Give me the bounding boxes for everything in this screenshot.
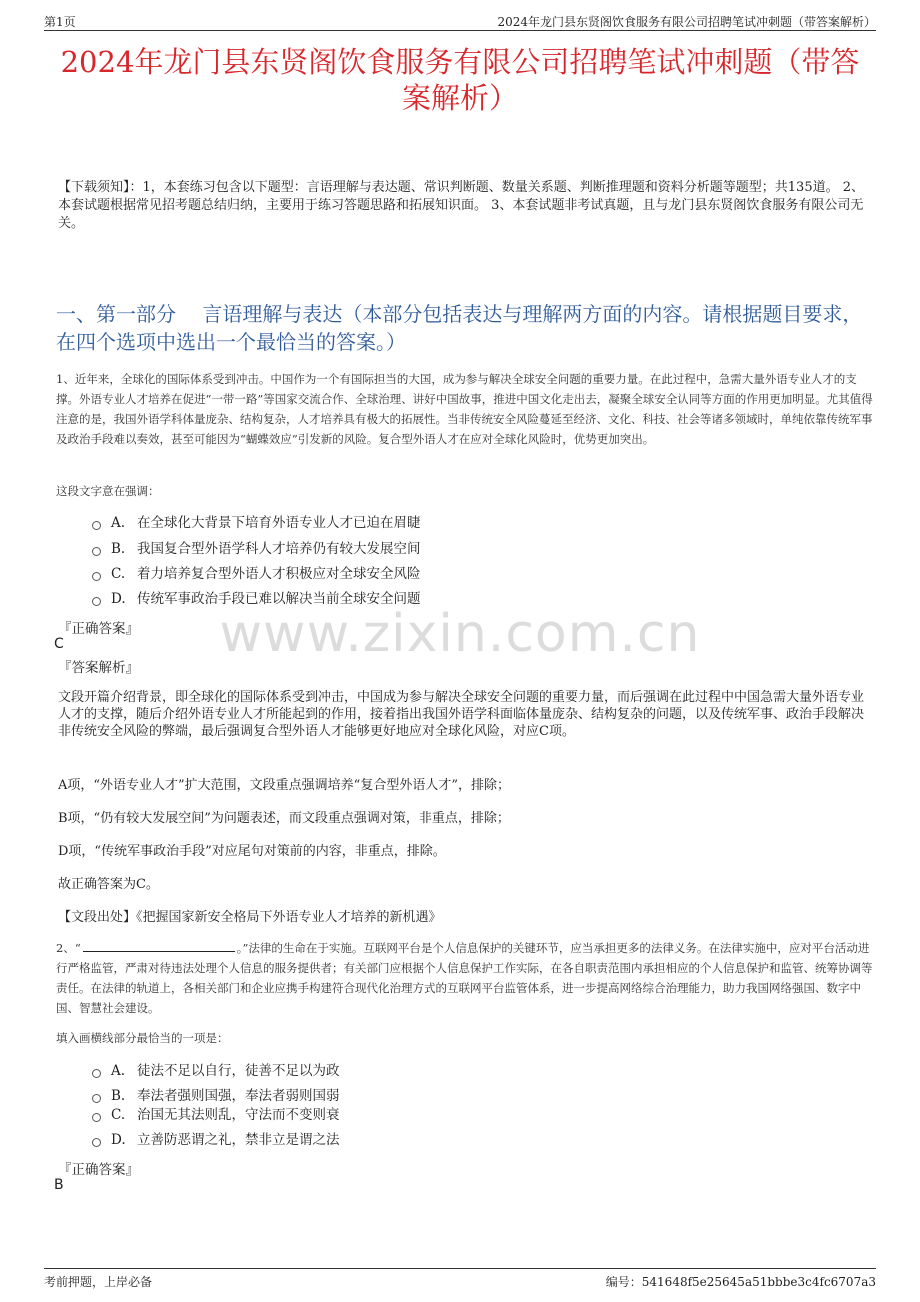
- section-heading: 一、第一部分 言语理解与表达（本部分包括表达与理解两方面的内容。请根据题目要求，在四个选项中选出一个最恰当的答案。）: [56, 302, 863, 354]
- q1-source: 【文段出处】《把握国家新安全格局下外语专业人才培养的新机遇》: [58, 910, 442, 925]
- radio-icon[interactable]: [92, 547, 101, 556]
- radio-icon[interactable]: [92, 572, 101, 581]
- fill-blank: [83, 941, 235, 952]
- q1-option-a[interactable]: A. 在全球化大背景下培育外语专业人才已迫在眉睫: [92, 513, 421, 533]
- footer-slogan: 考前押题，上岸必备: [44, 1275, 153, 1289]
- q1-analysis-a: A项，“外语专业人才”扩大范围，文段重点强调培养“复合型外语人才”，排除；: [58, 778, 510, 793]
- page-header: [44, 10, 876, 31]
- q2-answer: B: [54, 1177, 64, 1193]
- q1-answer-label: 『正确答案』: [58, 621, 139, 637]
- radio-icon[interactable]: [92, 1094, 101, 1103]
- q1-option-c[interactable]: C. 着力培养复合型外语人才积极应对全球安全风险: [92, 564, 421, 584]
- watermark: www.zixin.com.cn: [219, 604, 701, 664]
- radio-icon[interactable]: [92, 521, 101, 530]
- q1-option-d[interactable]: D. 传统军事政治手段已难以解决当前全球安全问题: [92, 589, 421, 609]
- question-1-text: 1、近年来，全球化的国际体系受到冲击。中国作为一个有国际担当的大国，成为参与解决全球安全问题的重要力量。在此过程中，急需大量外语专业人才的支撑。外语专业人才培养在促进“一带一路”等国家交流合作、全球治理、讲好中国故事，推进中国文化走出去，凝聚全球安全认同等方面的作用更加明显。尤其值得注意的是，我国外语学科体量庞杂、结构复杂，人才培养具有极大的拓展性。当非传统安全风险蔓延至经济、文化、科技、社会等诸多领域时，单纯依靠传统军事及政治手段难以奏效，甚至可能因为“蝴蝶效应”引发新的风险。复合型外语人才在应对全球化风险时，优势更加突出。: [56, 372, 873, 446]
- page-number: 第1页: [44, 15, 76, 29]
- radio-icon[interactable]: [92, 1113, 101, 1122]
- q2-answer-label: 『正确答案』: [58, 1162, 139, 1178]
- document-title: [40, 44, 880, 116]
- q2-option-d[interactable]: D. 立善防恶谓之礼，禁非立是谓之法: [92, 1130, 340, 1150]
- page-footer: [44, 1268, 876, 1289]
- footer-doc-id: 编号：541648f5e25645a51bbbe3c4fc6707a3: [605, 1275, 876, 1289]
- q1-analysis: 文段开篇介绍背景，即全球化的国际体系受到冲击，中国成为参与解决全球安全问题的重要力量，而后强调在此过程中中国急需大量外语专业人才的支撑，随后介绍外语专业人才所能起到的作用，接着指出我国外语学科面临体量庞杂、结构复杂的问题，以及传统军事、政治手段解决非传统安全风险的弊端，最后强调复合型外语人才能够更好地应对全球化风险，对应C项。: [58, 690, 865, 739]
- q1-analysis-d: D项，“传统军事政治手段”对应尾句对策前的内容，非重点，排除。: [58, 844, 446, 859]
- title-line-2: 案解析）: [401, 81, 518, 115]
- question-2-prompt: 填入画横线部分最恰当的一项是：: [56, 1031, 229, 1045]
- radio-icon[interactable]: [92, 1138, 101, 1147]
- radio-icon[interactable]: [92, 1069, 101, 1078]
- header-doc-title: 2024年龙门县东贤阁饮食服务有限公司招聘笔试冲刺题（带答案解析）: [497, 15, 876, 29]
- q1-analysis-b: B项，“仍有较大发展空间”为问题表述，而文段重点强调对策，非重点，排除；: [58, 811, 510, 826]
- q2-body: 。”法律的生命在于实施。互联网平台是个人信息保护的关键环节，应当承担更多的法律义务。在法律实施中，应对平台活动进行严格监管，严肃对待违法处理个人信息的服务提供者；有关部门应根据个人信息保护工作实际，在各自职责范围内承担相应的个人信息保护和监管、统筹协调等责任。在法律的轨道上，各相关部门和企业应携手构建符合现代化治理方式的互联网平台监管体系，进一步提高网络综合治理能力，助力我国网络强国、数字中国、智慧社会建设。: [56, 941, 873, 1015]
- q1-answer: C: [54, 636, 64, 652]
- q2-option-a[interactable]: A. 徒法不足以自行，徒善不足以为政: [92, 1061, 340, 1081]
- q2-option-b[interactable]: B. 奉法者强则国强，奉法者弱则国弱: [92, 1086, 340, 1106]
- question-1-prompt: 这段文字意在强调：: [56, 484, 160, 498]
- title-line-1: 2024年龙门县东贤阁饮食服务有限公司招聘笔试冲刺题（带答: [60, 45, 860, 79]
- question-2-text: [56, 938, 874, 1018]
- q2-option-c[interactable]: C. 治国无其法则乱，守法而不变则衰: [92, 1105, 340, 1125]
- download-notice: 【下载须知】：1，本套练习包含以下题型：言语理解与表达题、常识判断题、数量关系题、判断推理题和资料分析题等题型；共135道。 2、本套试题根据常见招考题总结归纳，主要用于练习答题思路和拓展知识面。 3、本套试题非考试真题，且与龙门县东贤阁饮食服务有限公司无关。: [58, 180, 864, 231]
- q2-prefix: 2、“: [56, 941, 81, 955]
- q1-conclusion: 故正确答案为C。: [58, 877, 159, 892]
- q1-analysis-label: 『答案解析』: [58, 660, 139, 676]
- q1-option-b[interactable]: B. 我国复合型外语学科人才培养仍有较大发展空间: [92, 539, 421, 559]
